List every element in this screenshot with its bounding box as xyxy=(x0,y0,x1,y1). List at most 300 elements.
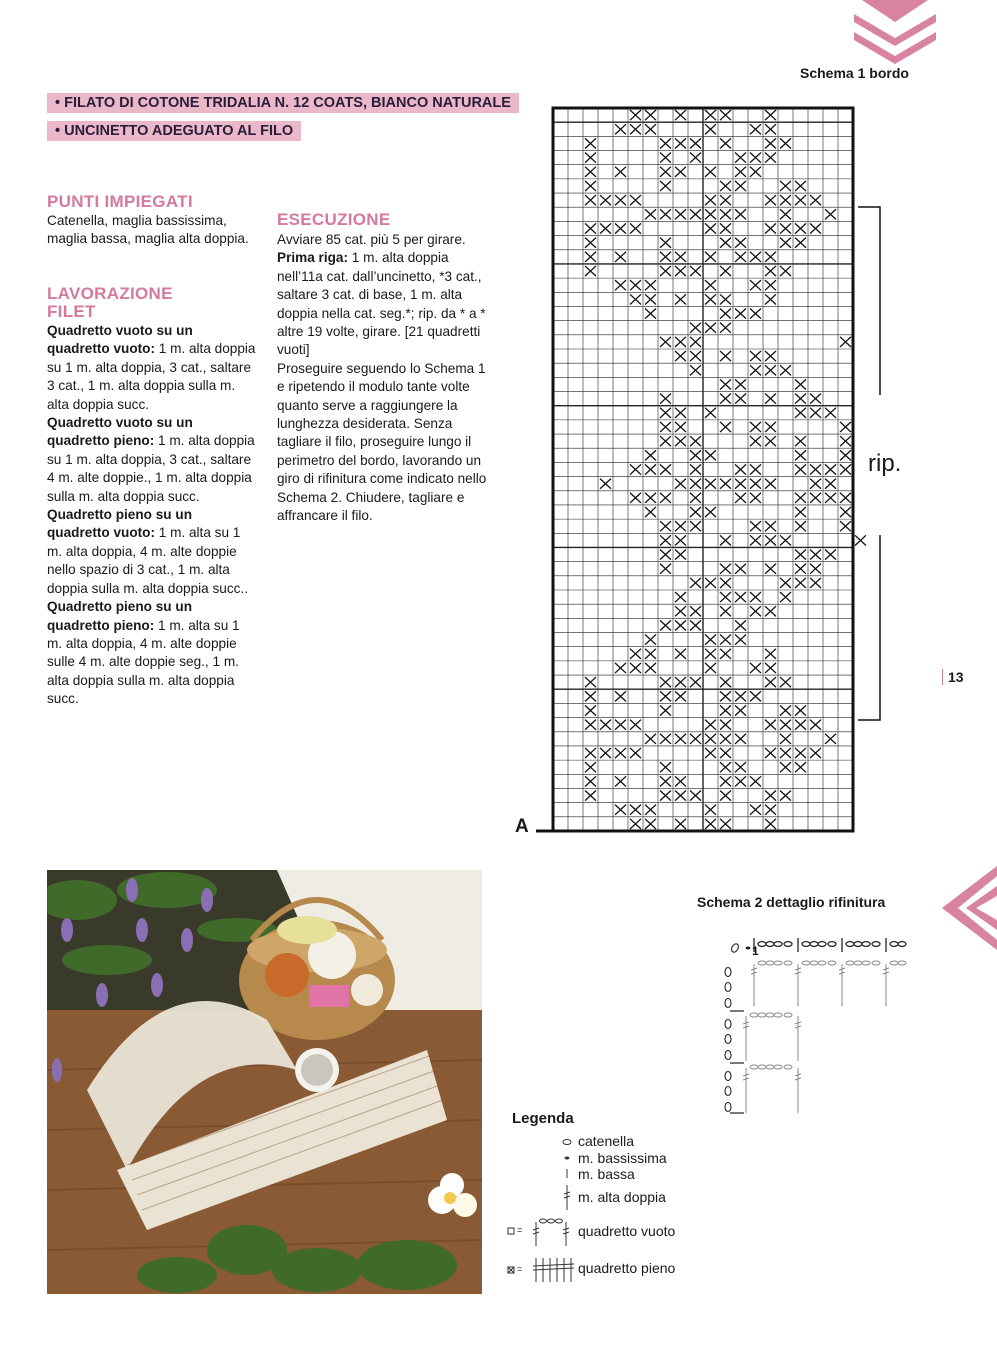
filled-square xyxy=(765,564,776,574)
chain-stitch xyxy=(810,942,818,947)
filled-square xyxy=(795,223,806,233)
material-hook-text: UNCINETTO ADEGUATO AL FILO xyxy=(64,123,294,139)
filled-square xyxy=(690,153,701,163)
lavorazione-item: Quadretto pieno su un quadretto vuoto: 1 m. alta su 1 m. alta doppia, 4 m. alte doppie nello spazio di 3 cat., 1 m. alta doppia sulla m. alta doppia succ.. xyxy=(47,507,249,596)
filled-square xyxy=(630,720,641,730)
filled-square xyxy=(765,819,776,829)
filled-square xyxy=(735,252,746,262)
filled-square xyxy=(600,748,611,758)
rip-label: rip. xyxy=(868,450,902,477)
filled-square xyxy=(705,110,716,120)
filled-square xyxy=(795,450,806,460)
filled-square xyxy=(780,677,791,687)
filled-square xyxy=(750,308,761,318)
filled-square xyxy=(690,436,701,446)
filled-square xyxy=(765,294,776,304)
chain-stitch xyxy=(725,1103,731,1112)
filled-square xyxy=(765,365,776,375)
legend-quadretto-pieno: quadretto pieno xyxy=(578,1260,676,1276)
chevron-down-decoration xyxy=(850,0,940,64)
filled-square xyxy=(615,167,626,177)
filled-square xyxy=(585,677,596,687)
filled-square xyxy=(630,195,641,205)
filled-square xyxy=(795,181,806,191)
filled-square xyxy=(660,337,671,347)
filled-square xyxy=(765,351,776,361)
filled-square xyxy=(810,720,821,730)
filled-square xyxy=(720,238,731,248)
filled-square xyxy=(585,720,596,730)
filled-square xyxy=(825,209,836,219)
filled-square xyxy=(735,691,746,701)
filled-square xyxy=(675,408,686,418)
filled-square xyxy=(780,578,791,588)
lavorazione-item: Quadretto vuoto su un quadretto vuoto: 1 m. alta doppia su 1 m. alta doppia, 3 cat., saltare 3 cat., 1 m. alta doppia sulla m. alta doppia succ. xyxy=(47,323,256,412)
schema1-start-label: A xyxy=(515,816,529,837)
chain-stitch xyxy=(854,961,862,965)
filled-square xyxy=(705,195,716,205)
legend-quadretto-vuoto: quadretto vuoto xyxy=(578,1223,676,1239)
filled-square xyxy=(585,762,596,772)
filled-square xyxy=(615,663,626,673)
filled-square xyxy=(720,748,731,758)
filled-square xyxy=(660,464,671,474)
filled-square xyxy=(720,564,731,574)
filled-square xyxy=(735,635,746,645)
chain-stitch xyxy=(802,961,810,965)
esecuzione-body xyxy=(277,231,487,526)
filled-square xyxy=(765,521,776,531)
filled-square xyxy=(615,223,626,233)
filled-square xyxy=(780,734,791,744)
filled-square xyxy=(585,790,596,800)
repeat-bracket-top xyxy=(858,207,880,395)
filled-square xyxy=(705,167,716,177)
filled-square xyxy=(675,479,686,489)
chain-stitch xyxy=(862,961,870,965)
filled-square xyxy=(690,479,701,489)
chain-stitch xyxy=(898,942,906,947)
filled-square xyxy=(630,649,641,659)
filled-square xyxy=(735,592,746,602)
chain-stitch xyxy=(725,1072,731,1081)
filled-square xyxy=(720,223,731,233)
filled-square xyxy=(750,535,761,545)
filled-square xyxy=(660,620,671,630)
chain-stitch xyxy=(725,1035,731,1044)
chain-stitch xyxy=(758,961,766,965)
filled-square xyxy=(720,181,731,191)
filled-square xyxy=(720,606,731,616)
chain-stitch xyxy=(758,1013,766,1017)
page-number: 13 xyxy=(948,669,964,685)
filled-square xyxy=(645,124,656,134)
legend-catenella: catenella xyxy=(578,1133,635,1149)
chain-stitch xyxy=(890,961,898,965)
filled-square xyxy=(765,394,776,404)
filled-square xyxy=(705,209,716,219)
filled-square xyxy=(720,819,731,829)
chain-stitch xyxy=(774,961,782,965)
filled-square xyxy=(765,252,776,262)
filled-square xyxy=(765,280,776,290)
filled-square xyxy=(630,663,641,673)
chain-stitch xyxy=(802,942,810,947)
chain-stitch xyxy=(862,942,870,947)
material-tag-hook: • UNCINETTO ADEGUATO AL FILO xyxy=(47,121,301,141)
filled-square xyxy=(780,535,791,545)
empty-square-icon xyxy=(508,1228,514,1234)
filled-square xyxy=(795,408,806,418)
filled-square xyxy=(615,280,626,290)
filled-square xyxy=(720,422,731,432)
filled-square xyxy=(750,167,761,177)
filled-square xyxy=(720,535,731,545)
chain-stitch xyxy=(828,961,836,965)
filled-square xyxy=(720,294,731,304)
legend-bassa: m. bassa xyxy=(578,1166,635,1182)
filled-square xyxy=(675,337,686,347)
filled-square xyxy=(780,223,791,233)
filled-square xyxy=(810,195,821,205)
filled-square xyxy=(675,819,686,829)
filled-square xyxy=(840,464,851,474)
filled-square xyxy=(840,337,851,347)
filled-square xyxy=(645,110,656,120)
filled-square xyxy=(780,266,791,276)
filled-square xyxy=(825,408,836,418)
filled-square xyxy=(585,223,596,233)
quadretto-pieno-icon xyxy=(533,1258,574,1282)
filled-square xyxy=(795,564,806,574)
filled-square xyxy=(675,776,686,786)
filled-square xyxy=(825,734,836,744)
filled-square xyxy=(795,549,806,559)
filled-square xyxy=(705,223,716,233)
filled-square xyxy=(735,564,746,574)
filled-square xyxy=(735,379,746,389)
filled-square xyxy=(765,153,776,163)
filled-square xyxy=(840,507,851,517)
filled-square xyxy=(780,748,791,758)
legend-alta-doppia: m. alta doppia xyxy=(578,1189,666,1205)
filled-square xyxy=(675,436,686,446)
chain-stitch xyxy=(846,942,854,947)
filled-square xyxy=(690,337,701,347)
filled-square xyxy=(795,238,806,248)
bassissima-icon xyxy=(565,1157,570,1160)
filled-square xyxy=(675,620,686,630)
filled-square xyxy=(780,195,791,205)
filled-square xyxy=(780,762,791,772)
filled-square xyxy=(780,365,791,375)
filled-square xyxy=(660,493,671,503)
schema2-start-symbol: 1 xyxy=(752,944,759,958)
filled-square xyxy=(750,464,761,474)
slip-stitch xyxy=(746,947,751,950)
chain-stitch xyxy=(766,1065,774,1069)
chain-stitch xyxy=(725,968,731,977)
filled-square xyxy=(705,649,716,659)
filled-square xyxy=(660,436,671,446)
filled-square xyxy=(735,167,746,177)
filled-square xyxy=(690,323,701,333)
filled-square xyxy=(585,238,596,248)
filled-square xyxy=(705,252,716,262)
schema2-title: Schema 2 dettaglio rifinitura xyxy=(697,894,886,910)
filled-square xyxy=(675,649,686,659)
filled-square xyxy=(750,592,761,602)
filled-square xyxy=(795,578,806,588)
filled-square xyxy=(705,408,716,418)
filled-square xyxy=(645,294,656,304)
filled-square xyxy=(780,592,791,602)
filled-square xyxy=(660,153,671,163)
filled-square xyxy=(795,705,806,715)
filled-square xyxy=(705,124,716,134)
filled-square xyxy=(645,308,656,318)
filled-square xyxy=(750,521,761,531)
filled-square xyxy=(690,521,701,531)
filled-square xyxy=(690,365,701,375)
filled-square xyxy=(645,805,656,815)
esecuzione-prima: Prima riga: 1 m. alta doppia nell’11a cat. dall’uncinetto, *3 cat., saltare 3 cat. di base, 1 m. alta doppia nella cat. seg.*; rip. da * a * altre 19 volte, girare. [21 quadretti vuoti] xyxy=(277,250,486,358)
chain-stitch xyxy=(890,942,898,947)
filled-square xyxy=(720,266,731,276)
chain-stitch xyxy=(725,1020,731,1029)
filled-square xyxy=(720,578,731,588)
filled-square xyxy=(630,280,641,290)
filled-square xyxy=(720,649,731,659)
full-square-icon xyxy=(508,1267,514,1273)
filled-square xyxy=(705,323,716,333)
filled-square xyxy=(825,549,836,559)
filled-square xyxy=(720,351,731,361)
filled-square xyxy=(585,153,596,163)
lavorazione-item: Quadretto pieno su un quadretto pieno: 1 m. alta su 1 m. alta doppia, 4 m. alte doppie sulle 4 m. alte doppie seg., 1 m. alta doppia sulla m. alta doppia succ. xyxy=(47,599,240,707)
filled-square xyxy=(630,805,641,815)
filled-square xyxy=(750,479,761,489)
material-yarn-text: FILATO DI COTONE TRIDALIA N. 12 COATS, BIANCO NATURALE xyxy=(64,95,511,111)
filled-square xyxy=(825,493,836,503)
filled-square xyxy=(795,720,806,730)
filled-square xyxy=(690,507,701,517)
filled-square xyxy=(795,493,806,503)
filled-square xyxy=(690,606,701,616)
filled-square xyxy=(840,521,851,531)
filled-square xyxy=(585,776,596,786)
filled-square xyxy=(675,790,686,800)
filled-square xyxy=(765,720,776,730)
filled-square xyxy=(705,479,716,489)
filled-square xyxy=(660,691,671,701)
filled-square xyxy=(675,252,686,262)
quadretto-vuoto-icon xyxy=(533,1219,569,1246)
filled-square xyxy=(645,209,656,219)
repeat-bracket-bottom xyxy=(858,535,880,720)
filled-square xyxy=(675,549,686,559)
filled-square xyxy=(810,464,821,474)
filled-square xyxy=(720,691,731,701)
filled-square xyxy=(660,521,671,531)
page-number-divider xyxy=(942,669,943,685)
filled-square xyxy=(750,606,761,616)
schema1-chart xyxy=(505,95,905,840)
filled-square xyxy=(615,691,626,701)
filled-square xyxy=(810,394,821,404)
filled-square xyxy=(675,606,686,616)
filled-square xyxy=(720,705,731,715)
filled-square xyxy=(780,720,791,730)
filled-square xyxy=(735,705,746,715)
filled-square xyxy=(660,705,671,715)
lavorazione-item: Quadretto vuoto su un quadretto pieno: 1 m. alta doppia su 1 m. alta doppia, 3 cat., saltare 4 m. alte doppie., 1 m. alta doppia sulla m. alta doppia succ. xyxy=(47,415,255,504)
filled-square xyxy=(840,436,851,446)
filled-square xyxy=(660,549,671,559)
filled-square xyxy=(585,748,596,758)
filled-square xyxy=(855,535,866,545)
filled-square xyxy=(675,209,686,219)
filled-square xyxy=(660,408,671,418)
filled-square xyxy=(840,422,851,432)
chain-stitch xyxy=(784,942,792,947)
filled-square xyxy=(735,238,746,248)
filled-square xyxy=(675,521,686,531)
chain-stitch xyxy=(758,942,766,947)
filled-square xyxy=(630,464,641,474)
filled-square xyxy=(660,734,671,744)
filled-square xyxy=(780,209,791,219)
filled-square xyxy=(660,677,671,687)
filled-square xyxy=(720,195,731,205)
filled-square xyxy=(675,294,686,304)
chain-stitch xyxy=(725,983,731,992)
filled-square xyxy=(630,223,641,233)
filled-square xyxy=(660,564,671,574)
filled-square xyxy=(690,620,701,630)
filled-square xyxy=(750,280,761,290)
filled-square xyxy=(720,720,731,730)
filled-square xyxy=(735,776,746,786)
chain-stitch xyxy=(818,961,826,965)
filled-square xyxy=(795,521,806,531)
filled-square xyxy=(615,124,626,134)
filled-square xyxy=(645,649,656,659)
filled-square xyxy=(600,720,611,730)
filled-square xyxy=(810,748,821,758)
filled-square xyxy=(720,734,731,744)
filled-square xyxy=(750,252,761,262)
filled-square xyxy=(765,124,776,134)
filled-square xyxy=(690,790,701,800)
filled-square xyxy=(690,450,701,460)
filled-square xyxy=(660,790,671,800)
filled-square xyxy=(720,479,731,489)
filled-square xyxy=(735,181,746,191)
filled-square xyxy=(705,280,716,290)
filled-square xyxy=(720,635,731,645)
filled-square xyxy=(660,138,671,148)
filled-square xyxy=(690,734,701,744)
filled-square xyxy=(600,223,611,233)
filled-square xyxy=(735,394,746,404)
filled-square xyxy=(720,323,731,333)
filled-square xyxy=(705,748,716,758)
chain-stitch xyxy=(766,942,774,947)
filled-square xyxy=(705,720,716,730)
chain-stitch xyxy=(750,1013,758,1017)
legend-bassissima: m. bassissima xyxy=(578,1150,667,1166)
filled-square xyxy=(615,195,626,205)
punti-title: PUNTI IMPIEGATI xyxy=(47,192,193,211)
filled-square xyxy=(705,294,716,304)
filled-square xyxy=(585,138,596,148)
filled-square xyxy=(795,464,806,474)
filled-square xyxy=(735,620,746,630)
filled-square xyxy=(765,748,776,758)
chain-stitch xyxy=(846,961,854,965)
filled-square xyxy=(660,167,671,177)
filled-square xyxy=(720,592,731,602)
product-photo xyxy=(47,870,482,1294)
legenda-title: Legenda xyxy=(512,1110,574,1127)
filled-square xyxy=(810,549,821,559)
filled-square xyxy=(705,450,716,460)
filled-square xyxy=(675,422,686,432)
filled-square xyxy=(585,167,596,177)
filled-square xyxy=(795,379,806,389)
esecuzione-rest: Proseguire seguendo lo Schema 1 e ripetendo il modulo tante volte quanto serve a raggiungere la lunghezza desiderata. Senza tagliare il filo, proseguire lungo il perimetro del bordo, lavorando un giro di rifinitura come indicato nello Schema 2. Chiudere, tagliare e affrancare il filo. xyxy=(277,360,487,524)
filled-square xyxy=(705,734,716,744)
filled-square xyxy=(630,819,641,829)
filled-square xyxy=(765,790,776,800)
filled-square xyxy=(840,450,851,460)
filled-square xyxy=(810,223,821,233)
lavorazione-body xyxy=(47,322,257,709)
filled-square xyxy=(630,493,641,503)
filled-square xyxy=(750,422,761,432)
filled-square xyxy=(660,762,671,772)
filled-square xyxy=(750,691,761,701)
filled-square xyxy=(750,351,761,361)
filled-square xyxy=(660,252,671,262)
filled-square xyxy=(765,677,776,687)
chain-stitch xyxy=(725,999,731,1008)
filled-square xyxy=(645,734,656,744)
chevron-left-decoration xyxy=(938,866,997,950)
filled-square xyxy=(795,195,806,205)
chain-stitch xyxy=(898,961,906,965)
filled-square xyxy=(705,635,716,645)
chain-stitch xyxy=(854,942,862,947)
filled-square xyxy=(645,819,656,829)
filled-square xyxy=(645,663,656,673)
chain-stitch xyxy=(774,1013,782,1017)
chain-stitch xyxy=(730,943,740,954)
filled-square xyxy=(660,181,671,191)
filled-square xyxy=(720,138,731,148)
filled-square xyxy=(645,280,656,290)
filled-square xyxy=(690,578,701,588)
filled-square xyxy=(675,677,686,687)
filled-square xyxy=(765,195,776,205)
filled-square xyxy=(675,691,686,701)
filled-square xyxy=(750,663,761,673)
filled-square xyxy=(780,138,791,148)
filled-square xyxy=(675,138,686,148)
filled-square xyxy=(675,167,686,177)
filled-square xyxy=(810,479,821,489)
